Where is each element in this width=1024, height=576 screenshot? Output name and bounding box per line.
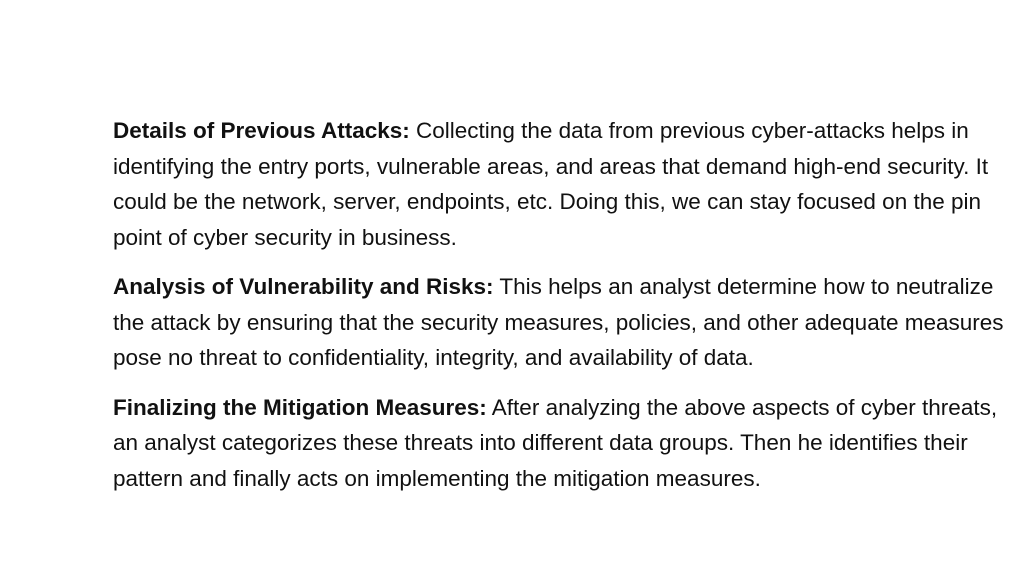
paragraph-text: After analyzing the above aspects of cyber threats, an analyst categorizes these threats into different data groups. Then he identifies their pattern and finally acts on implementing the mitigation measures.: [113, 394, 998, 491]
paragraph-mitigation-measures: [113, 390, 1018, 497]
paragraph-previous-attacks: [113, 113, 1018, 255]
paragraph-text: Collecting the data from previous cyber-attacks helps in identifying the entry ports, vulnerable areas, and areas that demand high-end security. It could be the network, server, endpoints, etc. Doing this, we can stay focused on the pin point of cyber security in business.: [113, 118, 989, 250]
paragraph-text: This helps an analyst determine how to neutralize the attack by ensuring that the security measures, policies, and other adequate measures pose no threat to confidentiality, integrity, and availability of data.: [113, 274, 1004, 370]
paragraph-term: Analysis of Vulnerability and Risks:: [113, 274, 494, 299]
paragraph-term: Details of Previous Attacks:: [113, 118, 410, 143]
paragraph-vulnerability-risks: [113, 269, 1018, 376]
paragraph-term: Finalizing the Mitigation Measures:: [113, 394, 487, 420]
document-body: [113, 113, 1018, 510]
